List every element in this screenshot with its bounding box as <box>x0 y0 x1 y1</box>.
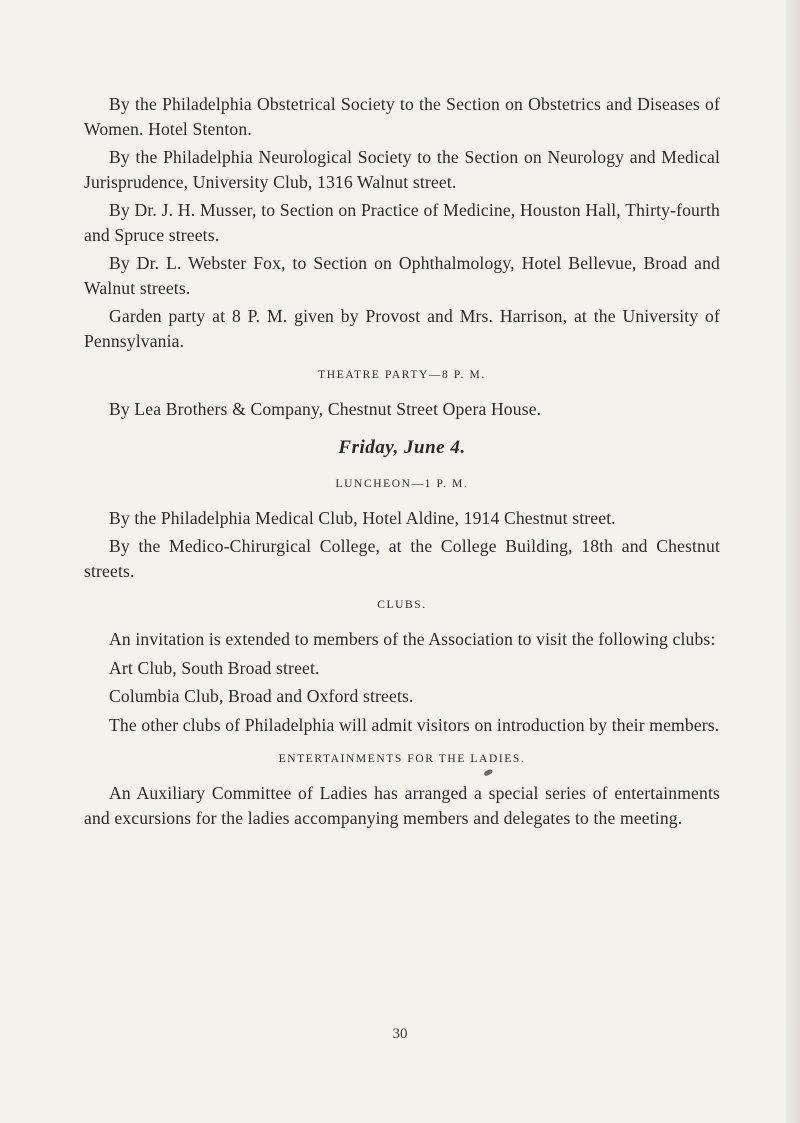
heading-entertainments: ENTERTAINMENTS FOR THE LADIES. <box>278 753 526 765</box>
club-item-columbia-club: Columbia Club, Broad and Oxford streets. <box>109 686 414 706</box>
document-body <box>84 92 720 834</box>
paragraph-webster-fox: By Dr. L. Webster Fox, to Section on Ophthalmology, Hotel Bellevue, Broad and Walnut streets. <box>84 253 720 298</box>
paragraph-medico-chirurgical: By the Medico-Chirurgical College, at the College Building, 18th and Chestnut streets. <box>84 536 720 581</box>
page-edge-shadow <box>786 0 800 1123</box>
paragraph-musser: By Dr. J. H. Musser, to Section on Practice of Medicine, Houston Hall, Thirty-fourth and Spruce streets. <box>84 200 720 245</box>
paragraph-lea-brothers: By Lea Brothers & Company, Chestnut Street Opera House. <box>109 399 542 419</box>
paragraph-auxiliary-committee: An Auxiliary Committee of Ladies has arranged a special series of entertainments and excursions for the ladies accompanying members and delegates to the meeting. <box>84 783 720 828</box>
heading-clubs: CLUBS. <box>377 599 427 611</box>
paragraph-neurological-society: By the Philadelphia Neurological Society to the Section on Neurology and Medical Jurisprudence, University Club, 1316 Walnut street. <box>84 147 720 192</box>
paragraph-clubs-note: The other clubs of Philadelphia will admit visitors on introduction by their members. <box>109 714 720 735</box>
paragraph-medical-club: By the Philadelphia Medical Club, Hotel Aldine, 1914 Chestnut street. <box>109 507 616 528</box>
paragraph-clubs-intro: An invitation is extended to members of the Association to visit the following clubs: <box>109 629 716 649</box>
paragraph-obstetrical-society: By the Philadelphia Obstetrical Society to the Section on Obstetrics and Diseases of Women. Hotel Stenton. <box>84 94 720 139</box>
heading-friday-june-4: Friday, June 4. <box>338 436 466 458</box>
paragraph-garden-party: Garden party at 8 P. M. given by Provost and Mrs. Harrison, at the University of Pennsylvania. <box>84 306 720 351</box>
heading-theatre-party: THEATRE PARTY—8 P. M. <box>318 369 486 381</box>
heading-luncheon: LUNCHEON—1 P. M. <box>335 477 469 490</box>
page-number: 30 <box>392 1026 408 1042</box>
club-item-art-club: Art Club, South Broad street. <box>109 657 320 678</box>
